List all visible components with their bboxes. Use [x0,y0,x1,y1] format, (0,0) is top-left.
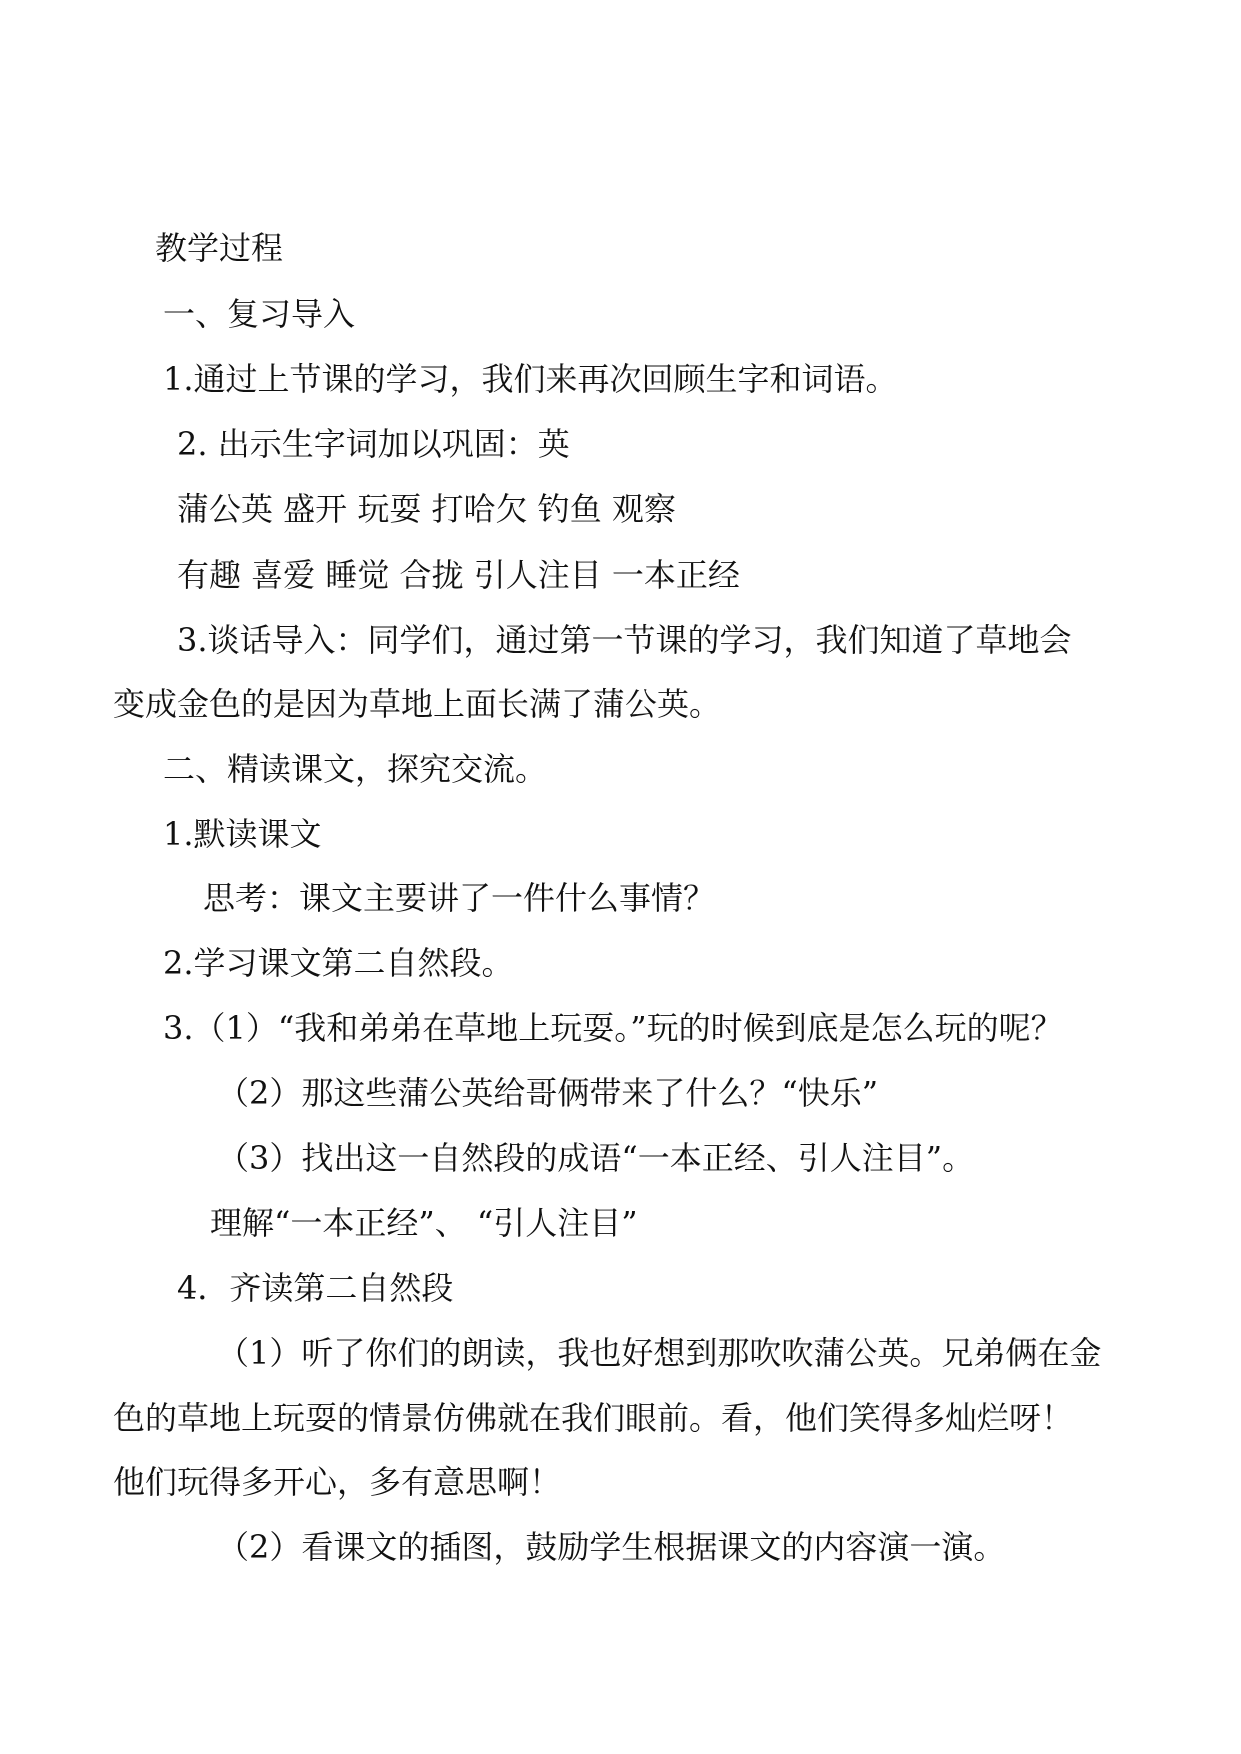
paragraph-3-line-2: 变成金色的是因为草地上面长满了蒲公英。 [113,685,722,723]
paragraph-3-line-1: 3.谈话导入：同学们，通过第一节课的学习，我们知道了草地会 [177,621,1072,659]
item-4-1-line-3: 他们玩得多开心，多有意思啊！ [113,1463,562,1501]
item-1: 1.默读课文 [163,815,322,853]
item-3-2: （2）那这些蒲公英给哥俩带来了什么？“快乐” [217,1074,879,1112]
item-2: 2.学习课文第二自然段。 [163,944,514,982]
item-4-1-line-2: 色的草地上玩耍的情景仿佛就在我们眼前。看，他们笑得多灿烂呀！ [113,1399,1074,1437]
vocab-line-1: 蒲公英 盛开 玩耍 打哈欠 钓鱼 观察 [177,490,676,528]
paragraph-1: 1.通过上节课的学习，我们来再次回顾生字和词语。 [163,360,898,398]
item-3-3: （3）找出这一自然段的成语“一本正经、引人注目”。 [217,1139,975,1177]
item-4: 4．齐读第二自然段 [177,1269,454,1307]
vocab-line-2: 有趣 喜爱 睡觉 合拢 引人注目 一本正经 [177,556,740,594]
item-1-thinking: 思考：课文主要讲了一件什么事情？ [203,879,716,917]
item-3-understanding: 理解“一本正经”、 “引人注目” [210,1204,638,1242]
item-4-1-line-1: （1）听了你们的朗读，我也好想到那吹吹蒲公英。兄弟俩在金 [217,1334,1102,1372]
heading-close-reading: 二、精读课文，探究交流。 [163,750,548,788]
item-4-2: （2）看课文的插图，鼓励学生根据课文的内容演一演。 [217,1528,1006,1566]
section-title: 教学过程 [155,229,284,267]
item-3-1: 3.（1）“我和弟弟在草地上玩耍。”玩的时候到底是怎么玩的呢？ [163,1009,1063,1047]
paragraph-2: 2. 出示生字词加以巩固：英 [177,425,570,463]
heading-review-intro: 一、复习导入 [163,295,356,333]
